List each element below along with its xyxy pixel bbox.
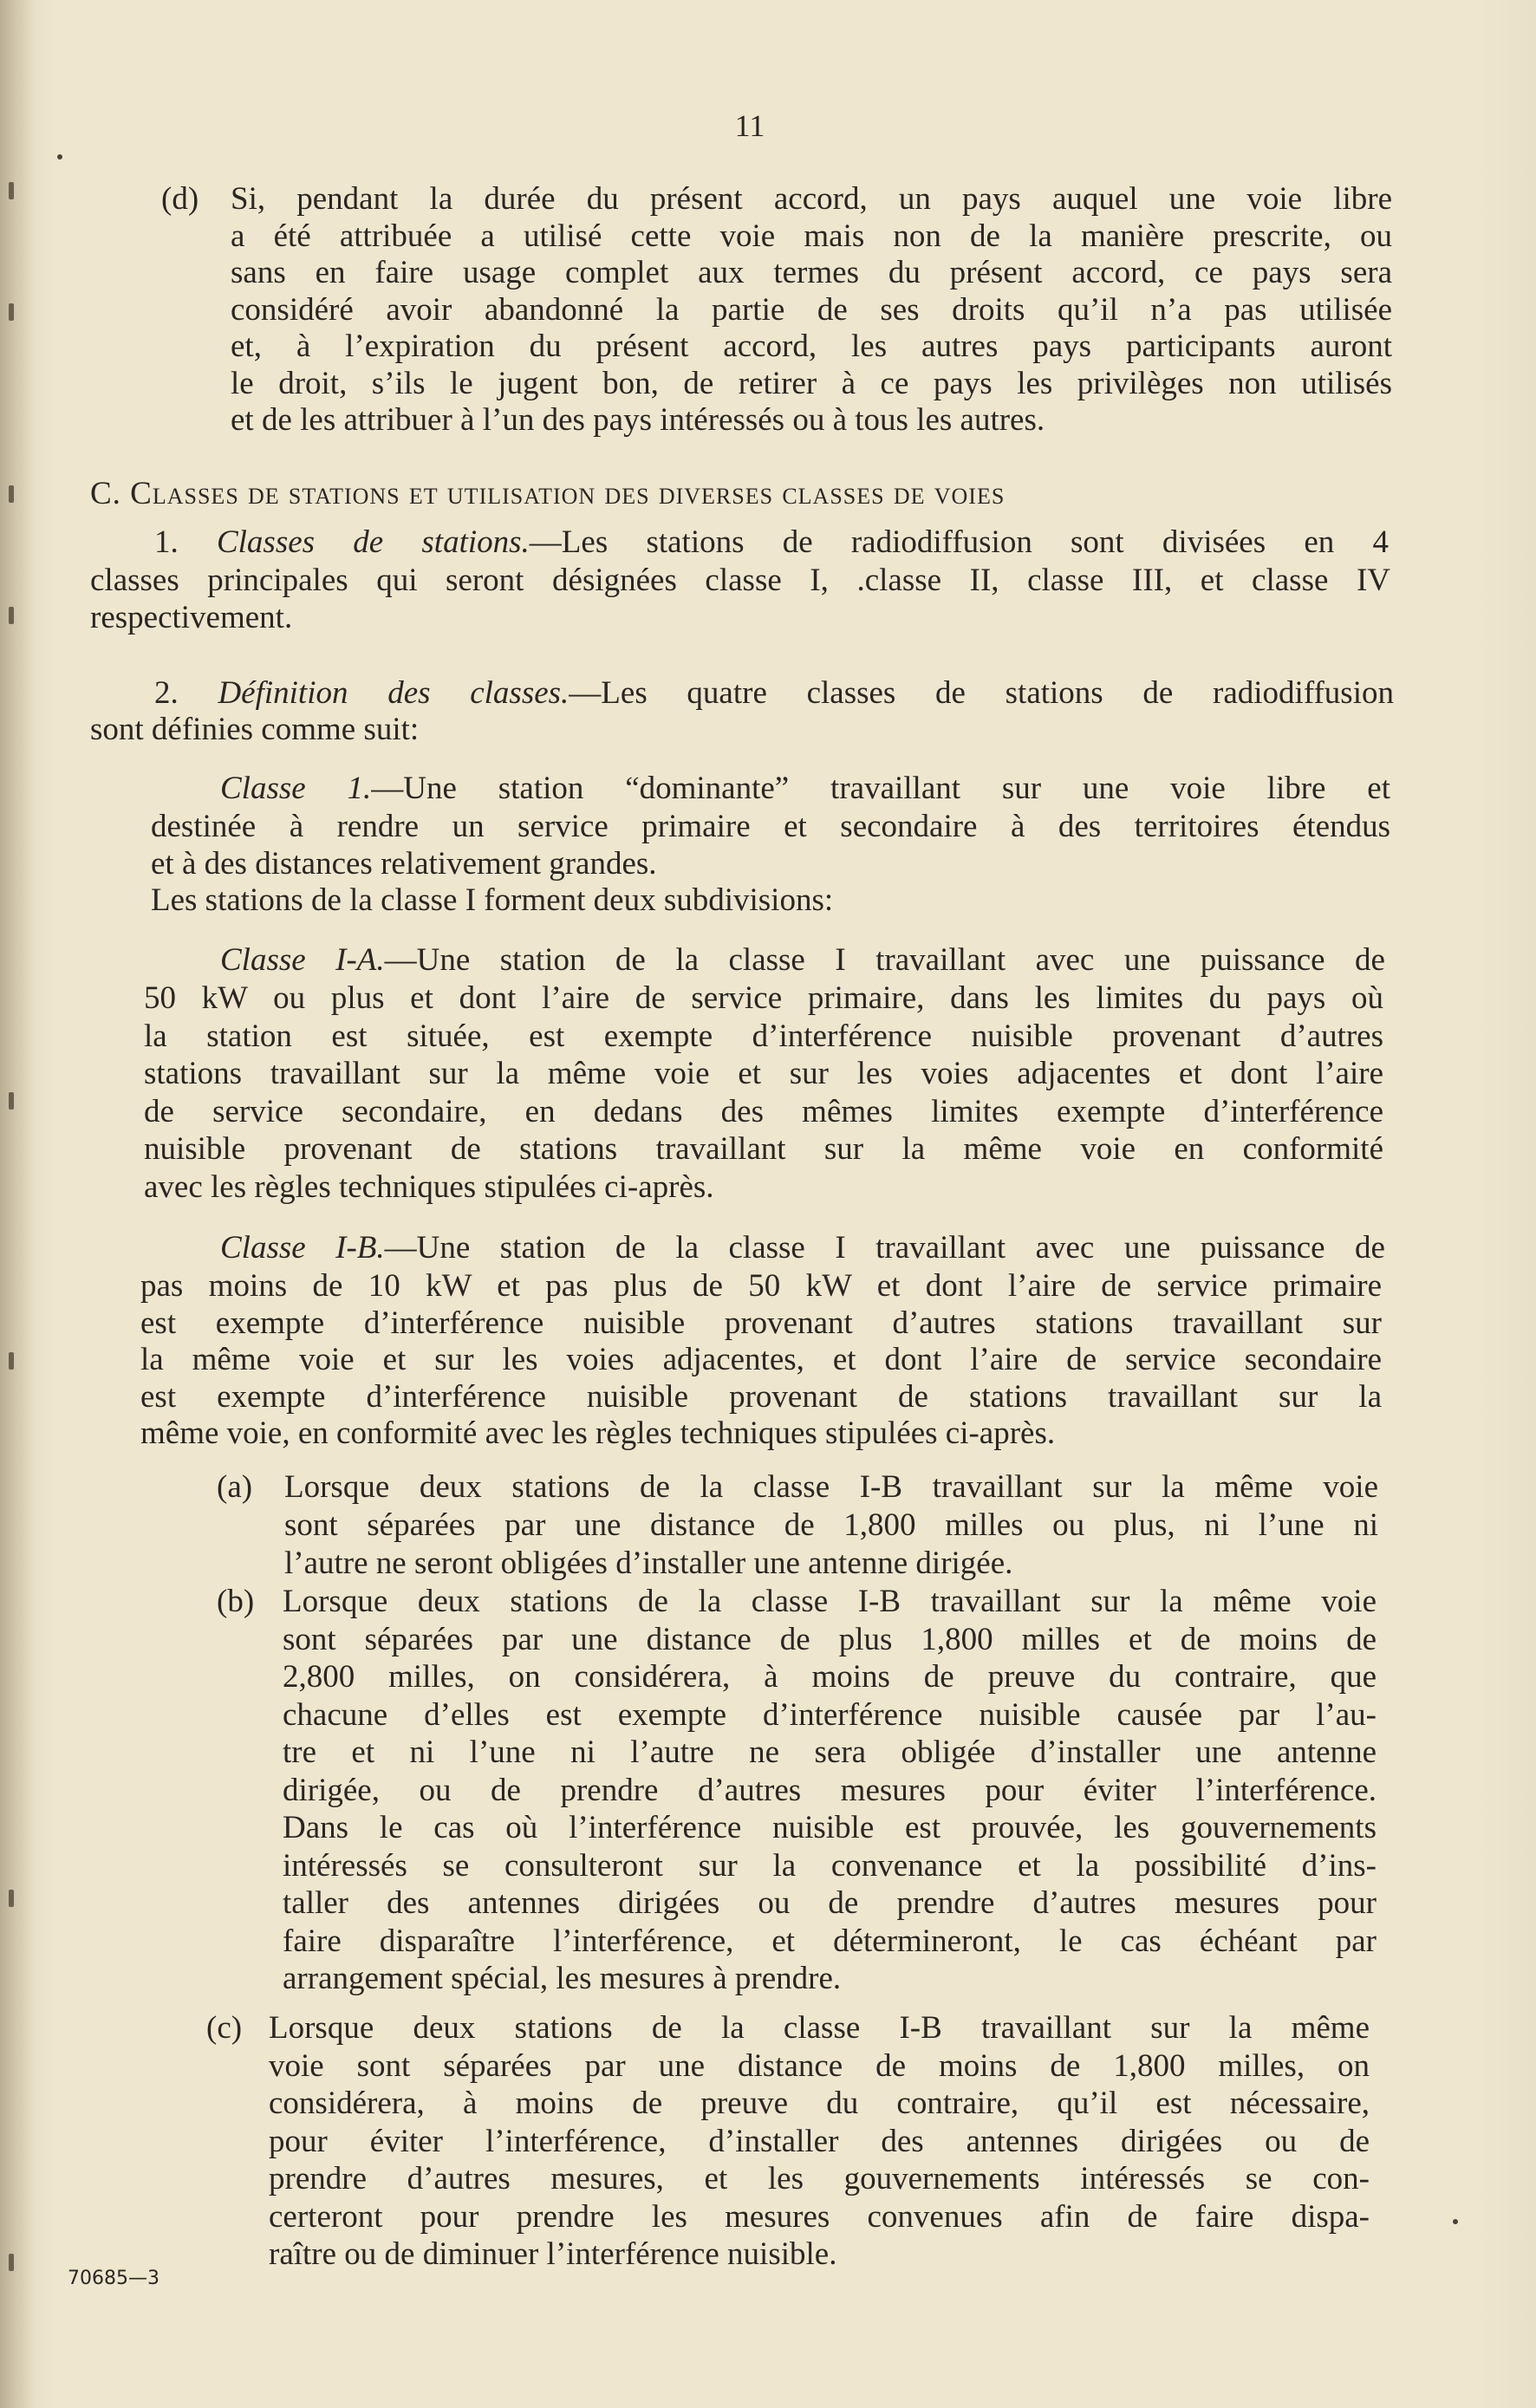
binding-mark: [9, 607, 14, 624]
item-b-line: chacune d’elles est exempte d’interférence nuisible causée par l’au-: [283, 1696, 1377, 1733]
section-heading: C. Classes de stations et utilisation des diverses classes de voies: [90, 476, 1006, 511]
speck-mark: [1453, 2219, 1458, 2224]
classe-1b-title: Classe I-B.: [220, 1230, 385, 1266]
item-b-line: taller des antennes dirigées ou de prendre d’autres mesures pour: [283, 1885, 1377, 1921]
classe-1a-line: de service secondaire, en dedans des mêmes limites exempte d’interférence: [144, 1093, 1383, 1129]
paragraph-1-line: classes principales qui seront désignées classe I, .classe II, classe III, et classe IV: [90, 563, 1390, 598]
classe-1b-lead: —Une station de la classe I travaillant avec une puissance de: [384, 1230, 1385, 1266]
classe-1-line: et à des distances relativement grandes.: [151, 845, 657, 882]
item-c-line: pour éviter l’interférence, d’installer des antennes dirigées ou de: [269, 2123, 1370, 2159]
item-b-line: arrangement spécial, les mesures à prendre.: [283, 1961, 842, 1996]
classe-1a-line: avec les règles techniques stipulées ci-après.: [144, 1168, 714, 1205]
paragraph-1-title: Classes de stations.: [216, 524, 530, 560]
binding-mark: [9, 1352, 14, 1370]
item-b-line: dirigée, ou de prendre d’autres mesures pour éviter l’interférence.: [283, 1772, 1377, 1808]
classe-1a-line: 50 kW ou plus et dont l’aire de service primaire, dans les limites du pays où: [144, 980, 1383, 1016]
classe-1a-line: la station est située, est exempte d’interférence nuisible provenant d’autres: [144, 1018, 1383, 1054]
classe-1-line: destinée à rendre un service primaire et secondaire à des territoires étendus: [151, 809, 1390, 844]
paragraph-2-first-line: [154, 674, 1394, 712]
item-b-line: faire disparaître l’interférence, et détermineront, le cas échéant par: [283, 1923, 1377, 1959]
print-code: 70685—3: [68, 2268, 159, 2289]
binding-mark: [9, 1092, 14, 1110]
page-binding-edge: [0, 0, 35, 2408]
item-c-line: considérera, à moins de preuve du contraire, qu’il est nécessaire,: [269, 2086, 1370, 2121]
classe-1b-line: même voie, en conformité avec les règles techniques stipulées ci-après.: [140, 1416, 1056, 1451]
item-b-line: intéressés se consulteront sur la convenance et la possibilité d’ins-: [283, 1847, 1377, 1884]
item-b-line: Lorsque deux stations de la classe I-B travaillant sur la même voie: [283, 1584, 1377, 1619]
classe-1b-line: pas moins de 10 kW et pas plus de 50 kW et dont l’aire de service primaire: [140, 1268, 1382, 1304]
classe-1a-title: Classe I-A.: [220, 942, 385, 978]
page-number: 11: [734, 108, 765, 143]
binding-mark: [9, 303, 14, 321]
paragraph-d-line: considéré avoir abandonné la partie de ses droits qu’il n’a pas utilisée: [231, 291, 1392, 328]
binding-mark: [9, 182, 14, 199]
paragraph-2-title: Définition des classes.: [218, 675, 569, 711]
classe-1-title: Classe 1.: [220, 771, 372, 806]
paragraph-d-line: a été attribuée a utilisé cette voie mais non de la manière prescrite, ou: [231, 218, 1392, 254]
item-c-line: certeront pour prendre les mesures convenues afin de faire dispa-: [269, 2198, 1370, 2235]
classe-1-line: Les stations de la classe I forment deux subdivisions:: [151, 882, 834, 918]
classe-1b-line: la même voie et sur les voies adjacentes, et dont l’aire de service secondaire: [140, 1342, 1382, 1377]
paragraph-d-line: et de les attribuer à l’un des pays intéressés ou à tous les autres.: [231, 402, 1045, 438]
paragraph-1-lead: —Les stations de radiodiffusion sont divisées en 4: [529, 524, 1389, 560]
binding-mark: [9, 1890, 14, 1907]
item-c-line: prendre d’autres mesures, et les gouvernements intéressés se con-: [269, 2161, 1370, 2196]
item-b-line: Dans le cas où l’interférence nuisible est prouvée, les gouvernements: [283, 1810, 1377, 1845]
item-label-b: (b): [217, 1584, 255, 1619]
item-label-d: (d): [161, 181, 199, 217]
paragraph-1-first-line: [154, 524, 1389, 561]
item-label-a: (a): [217, 1469, 253, 1505]
item-c-line: raître ou de diminuer l’interférence nuisible.: [269, 2236, 837, 2272]
classe-1b-line: est exempte d’interférence nuisible provenant de stations travaillant sur la: [140, 1378, 1382, 1415]
paragraph-2-number: 2.: [154, 675, 218, 711]
classe-1-first-line: [220, 770, 1390, 807]
paragraph-d-line: Si, pendant la durée du présent accord, un pays auquel une voie libre: [231, 181, 1392, 217]
item-a-line: l’autre ne seront obligées d’installer une antenne dirigée.: [284, 1546, 1013, 1581]
paragraph-2-lead: —Les quatre classes de stations de radiodiffusion: [569, 675, 1394, 711]
binding-mark: [9, 485, 14, 503]
classe-1-lead: —Une station “dominante” travaillant sur une voie libre et: [371, 771, 1390, 806]
classe-1a-line: nuisible provenant de stations travaillant sur la même voie en conformité: [144, 1131, 1383, 1167]
classe-1a-lead: —Une station de la classe I travaillant avec une puissance de: [384, 942, 1385, 978]
item-b-line: tre et ni l’une ni l’autre ne sera obligée d’installer une antenne: [283, 1734, 1377, 1770]
classe-1b-line: est exempte d’interférence nuisible provenant d’autres stations travaillant sur: [140, 1305, 1382, 1341]
classe-1a-line: stations travaillant sur la même voie et sur les voies adjacentes et dont l’aire: [144, 1056, 1383, 1091]
paragraph-d-line: le droit, s’ils le jugent bon, de retirer à ce pays les privilèges non utilisés: [231, 365, 1392, 401]
item-c-line: voie sont séparées par une distance de moins de 1,800 milles, on: [269, 2047, 1370, 2084]
paragraph-1-line: respectivement.: [90, 600, 293, 635]
item-b-line: 2,800 milles, on considérera, à moins de preuve du contraire, que: [283, 1659, 1377, 1695]
paragraph-1-number: 1.: [154, 524, 217, 560]
item-b-line: sont séparées par une distance de plus 1,800 milles et de moins de: [283, 1621, 1377, 1657]
item-a-line: Lorsque deux stations de la classe I-B travaillant sur la même voie: [284, 1469, 1378, 1505]
item-label-c: (c): [206, 2010, 243, 2046]
classe-1a-first-line: [220, 941, 1385, 979]
binding-mark: [9, 2254, 14, 2271]
paragraph-d-line: et, à l’expiration du présent accord, les autres pays participants auront: [231, 329, 1392, 364]
speck-mark: [57, 154, 62, 159]
paragraph-d-line: sans en faire usage complet aux termes du présent accord, ce pays sera: [231, 255, 1392, 290]
item-c-line: Lorsque deux stations de la classe I-B travaillant sur la même: [269, 2010, 1370, 2046]
item-a-line: sont séparées par une distance de 1,800 milles ou plus, ni l’une ni: [284, 1507, 1378, 1543]
paragraph-2-line: sont définies comme suit:: [90, 712, 420, 747]
classe-1b-first-line: [220, 1229, 1385, 1266]
